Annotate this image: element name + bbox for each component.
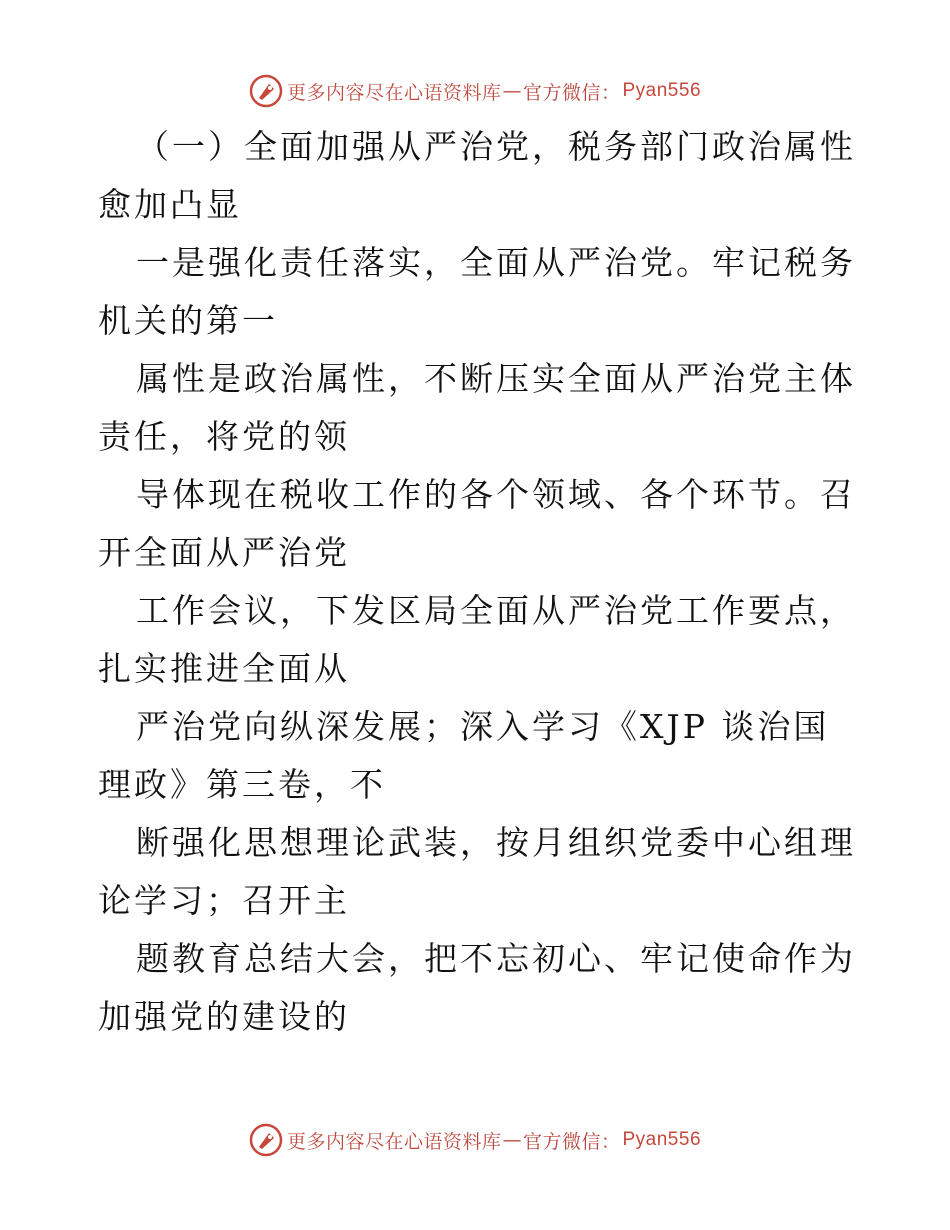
watermark-official-label: 官方微信： [522,81,621,104]
section-heading: （一）全面加强从严治党，税务部门政治属性愈加凸显 [98,127,856,224]
document-body [98,118,858,1046]
body-paragraph: 导体现在税收工作的各个领域、各个环节。召开全面从严治党 [98,475,856,572]
body-paragraph: 工作会议，下发区局全面从严治党工作要点，扎实推进全面从 [98,591,856,688]
watermark-dash: — [502,1129,522,1151]
pen-nib-logo-icon [249,74,283,108]
body-paragraph: 属性是政治属性，不断压实全面从严治党主体责任，将党的领 [98,359,856,456]
watermark-dash: — [502,80,522,102]
watermark-wechat-id: Pyan556 [622,80,702,101]
body-paragraph: 一是强化责任落实，全面从严治党。牢记税务机关的第一 [98,243,856,340]
footer-watermark [0,1123,950,1157]
header-watermark [0,74,950,108]
watermark-wechat-id: Pyan556 [622,1129,702,1150]
body-paragraph: 断强化思想理论武装，按月组织党委中心组理论学习；召开主 [98,823,856,920]
watermark-text: 更多内容尽在心语资料库 [286,81,502,104]
watermark-text: 更多内容尽在心语资料库 [286,1130,502,1153]
pen-nib-logo-icon [249,1123,283,1157]
body-paragraph: 严治党向纵深发展；深入学习《XJP 谈治国理政》第三卷，不 [98,707,830,804]
watermark-official-label: 官方微信： [522,1130,621,1153]
body-paragraph: 题教育总结大会，把不忘初心、牢记使命作为加强党的建设的 [98,939,856,1036]
